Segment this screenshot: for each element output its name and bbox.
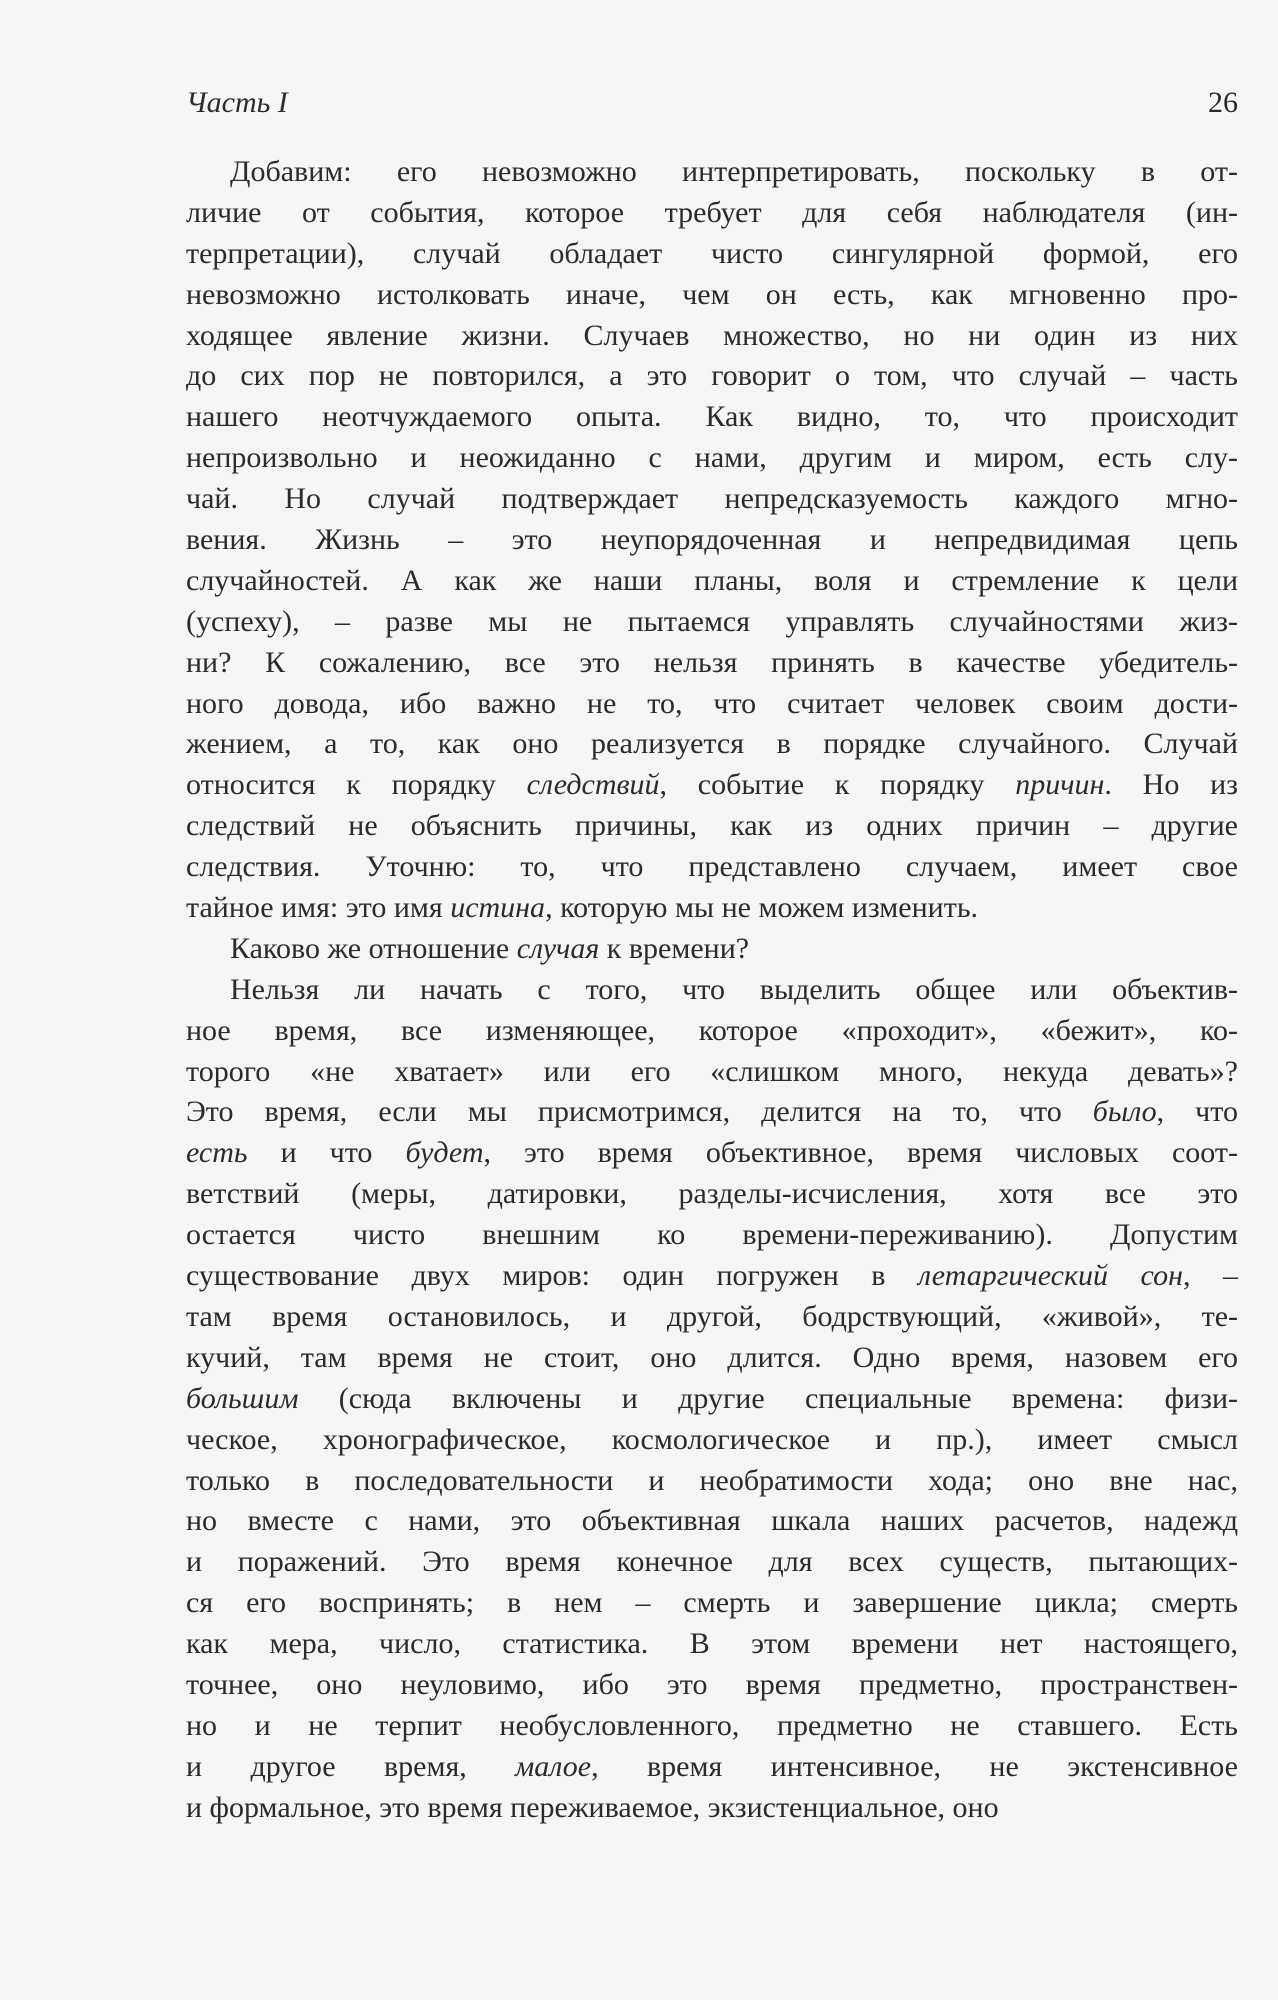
text-segment: (успеху), – разве мы не пытаемся управлять случайностями жиз- bbox=[186, 604, 1238, 638]
text-line bbox=[186, 643, 1238, 684]
text-line bbox=[186, 1338, 1238, 1379]
text-segment: Добавим: его невозможно интерпретировать, поскольку в от- bbox=[230, 155, 1238, 188]
text-segment: (сюда включены и другие специальные времена: физи- bbox=[298, 1381, 1238, 1415]
text-line bbox=[186, 684, 1238, 725]
text-line bbox=[186, 438, 1238, 479]
text-segment: личие от события, которое требует для себя наблюдателя (ин- bbox=[186, 195, 1238, 229]
text-segment: , которую мы не можем изменить. bbox=[545, 891, 979, 925]
text-line bbox=[186, 193, 1238, 234]
text-line bbox=[186, 1501, 1238, 1542]
text-segment: и что bbox=[247, 1136, 406, 1170]
running-head bbox=[186, 86, 1238, 126]
text-line bbox=[186, 316, 1238, 357]
text-segment: чай. Но случай подтверждает непредсказуемость каждого мгно- bbox=[186, 482, 1238, 516]
text-segment: невозможно истолковать иначе, чем он есть, как мгновенно про- bbox=[186, 277, 1238, 311]
text-line bbox=[186, 1665, 1238, 1706]
text-segment: терпретации), случай обладает чисто сингулярной формой, его bbox=[186, 236, 1238, 270]
text-line bbox=[186, 275, 1238, 316]
text-line bbox=[186, 1624, 1238, 1665]
text-segment: ного довода, ибо важно не то, что считает человек своим дости- bbox=[186, 686, 1238, 720]
body-text bbox=[186, 152, 1238, 1829]
text-line bbox=[186, 1052, 1238, 1093]
text-line bbox=[186, 847, 1238, 888]
text-line bbox=[186, 1256, 1238, 1297]
text-segment: ни? К сожалению, все это нельзя принять в качестве убедитель- bbox=[186, 645, 1238, 679]
text-line bbox=[186, 888, 1238, 929]
text-line bbox=[186, 1788, 1238, 1829]
text-segment: кучий, там время не стоит, оно длится. Одно время, назовем его bbox=[186, 1340, 1238, 1374]
text-line bbox=[186, 356, 1238, 397]
text-line bbox=[186, 929, 1238, 970]
italic-term: большим bbox=[186, 1381, 299, 1415]
text-segment: Это время, если мы присмотримся, делится на то, что bbox=[186, 1095, 1093, 1129]
text-segment: ветствий (меры, датировки, разделы-исчисления, хотя все это bbox=[186, 1177, 1238, 1211]
text-line bbox=[186, 724, 1238, 765]
text-segment: следствия. Уточню: то, что представлено случаем, имеет свое bbox=[186, 850, 1238, 884]
text-line bbox=[186, 1215, 1238, 1256]
text-segment: до сих пор не повторился, а это говорит о том, что случай – часть bbox=[186, 359, 1238, 393]
text-line bbox=[186, 1092, 1238, 1133]
text-line bbox=[186, 520, 1238, 561]
section-title: Часть I bbox=[186, 86, 288, 119]
text-segment: точнее, оно неуловимо, ибо это время предметно, пространствен- bbox=[186, 1667, 1238, 1701]
text-segment: ческое, хронографическое, космологическое и пр.), имеет смысл bbox=[186, 1422, 1238, 1456]
text-segment: но вместе с нами, это объективная шкала наших расчетов, надежд bbox=[186, 1504, 1238, 1538]
italic-term: случая bbox=[516, 931, 600, 965]
text-segment: и другое время, bbox=[186, 1749, 516, 1783]
text-segment: ходящее явление жизни. Случаев множество, но ни один из них bbox=[186, 318, 1238, 352]
text-line bbox=[186, 152, 1238, 193]
text-line bbox=[186, 1011, 1238, 1052]
text-line bbox=[186, 970, 1238, 1011]
text-segment: , время интенсивное, не экстенсивное bbox=[591, 1749, 1238, 1783]
text-line bbox=[186, 1706, 1238, 1747]
page-number: 26 bbox=[1208, 86, 1238, 119]
text-line bbox=[186, 1420, 1238, 1461]
text-segment: Каково же отношение bbox=[230, 931, 517, 965]
paragraph bbox=[186, 970, 1238, 1829]
text-line bbox=[186, 234, 1238, 275]
text-line bbox=[186, 1379, 1238, 1420]
text-segment: существование двух миров: один погружен в bbox=[186, 1259, 918, 1293]
text-segment: тайное имя: это имя bbox=[186, 891, 451, 925]
text-segment: как мера, число, статистика. В этом времени нет настоящего, bbox=[186, 1627, 1238, 1661]
text-line bbox=[186, 765, 1238, 806]
paragraph bbox=[186, 152, 1238, 929]
text-segment: торого «не хватает» или его «слишком много, некуда девать»? bbox=[186, 1054, 1238, 1088]
italic-term: следствий bbox=[526, 768, 660, 802]
paragraph bbox=[186, 929, 1238, 970]
text-segment: относится к порядку bbox=[186, 768, 527, 802]
text-segment: ся его воспринять; в нем – смерть и завершение цикла; смерть bbox=[186, 1586, 1238, 1620]
italic-term: есть bbox=[186, 1136, 248, 1170]
text-line bbox=[186, 1133, 1238, 1174]
italic-term: малое bbox=[515, 1749, 592, 1783]
text-segment: и поражений. Это время конечное для всех существ, пытающих- bbox=[186, 1545, 1238, 1579]
text-line bbox=[186, 1542, 1238, 1583]
text-segment: жением, а то, как оно реализуется в порядке случайного. Случай bbox=[186, 727, 1238, 761]
text-segment: остается чисто внешним ко времени-переживанию). Допустим bbox=[186, 1218, 1238, 1252]
text-line bbox=[186, 1583, 1238, 1624]
text-segment: к времени? bbox=[599, 931, 750, 965]
text-line bbox=[186, 1174, 1238, 1215]
text-line bbox=[186, 1297, 1238, 1338]
italic-term: истина bbox=[450, 891, 546, 925]
text-line bbox=[186, 479, 1238, 520]
italic-term: летаргический сон bbox=[917, 1259, 1183, 1293]
italic-term: причин bbox=[1015, 768, 1105, 802]
text-line bbox=[186, 561, 1238, 602]
text-segment: , событие к порядку bbox=[659, 768, 1016, 802]
italic-term: было bbox=[1092, 1095, 1157, 1129]
text-segment: случайностей. А как же наши планы, воля и стремление к цели bbox=[186, 563, 1238, 597]
text-segment: и формальное, это время переживаемое, экзистенциальное, оно bbox=[186, 1790, 999, 1824]
text-line bbox=[186, 602, 1238, 643]
text-segment: , что bbox=[1156, 1095, 1238, 1129]
italic-term: будет bbox=[405, 1136, 484, 1170]
text-segment: следствий не объяснить причины, как из одних причин – другие bbox=[186, 809, 1238, 843]
text-segment: только в последовательности и необратимости хода; оно вне нас, bbox=[186, 1463, 1238, 1497]
text-line bbox=[186, 397, 1238, 438]
text-line bbox=[186, 1461, 1238, 1502]
text-segment: ное время, все изменяющее, которое «проходит», «бежит», ко- bbox=[186, 1013, 1238, 1047]
text-line bbox=[186, 1747, 1238, 1788]
text-segment: , – bbox=[1182, 1259, 1238, 1293]
text-segment: Нельзя ли начать с того, что выделить общее или объектив- bbox=[230, 972, 1238, 1006]
text-segment: там время остановилось, и другой, бодрствующий, «живой», те- bbox=[186, 1299, 1238, 1333]
text-segment: . Но из bbox=[1104, 768, 1239, 802]
text-segment: вения. Жизнь – это неупорядоченная и непредвидимая цепь bbox=[186, 523, 1238, 557]
text-segment: нашего неотчуждаемого опыта. Как видно, то, что происходит bbox=[186, 400, 1238, 434]
text-segment: непроизвольно и неожиданно с нами, другим и миром, есть слу- bbox=[186, 441, 1238, 475]
text-line bbox=[186, 806, 1238, 847]
text-segment: , это время объективное, время числовых соот- bbox=[483, 1136, 1238, 1170]
text-segment: но и не терпит необусловленного, предметно не ставшего. Есть bbox=[186, 1708, 1238, 1742]
